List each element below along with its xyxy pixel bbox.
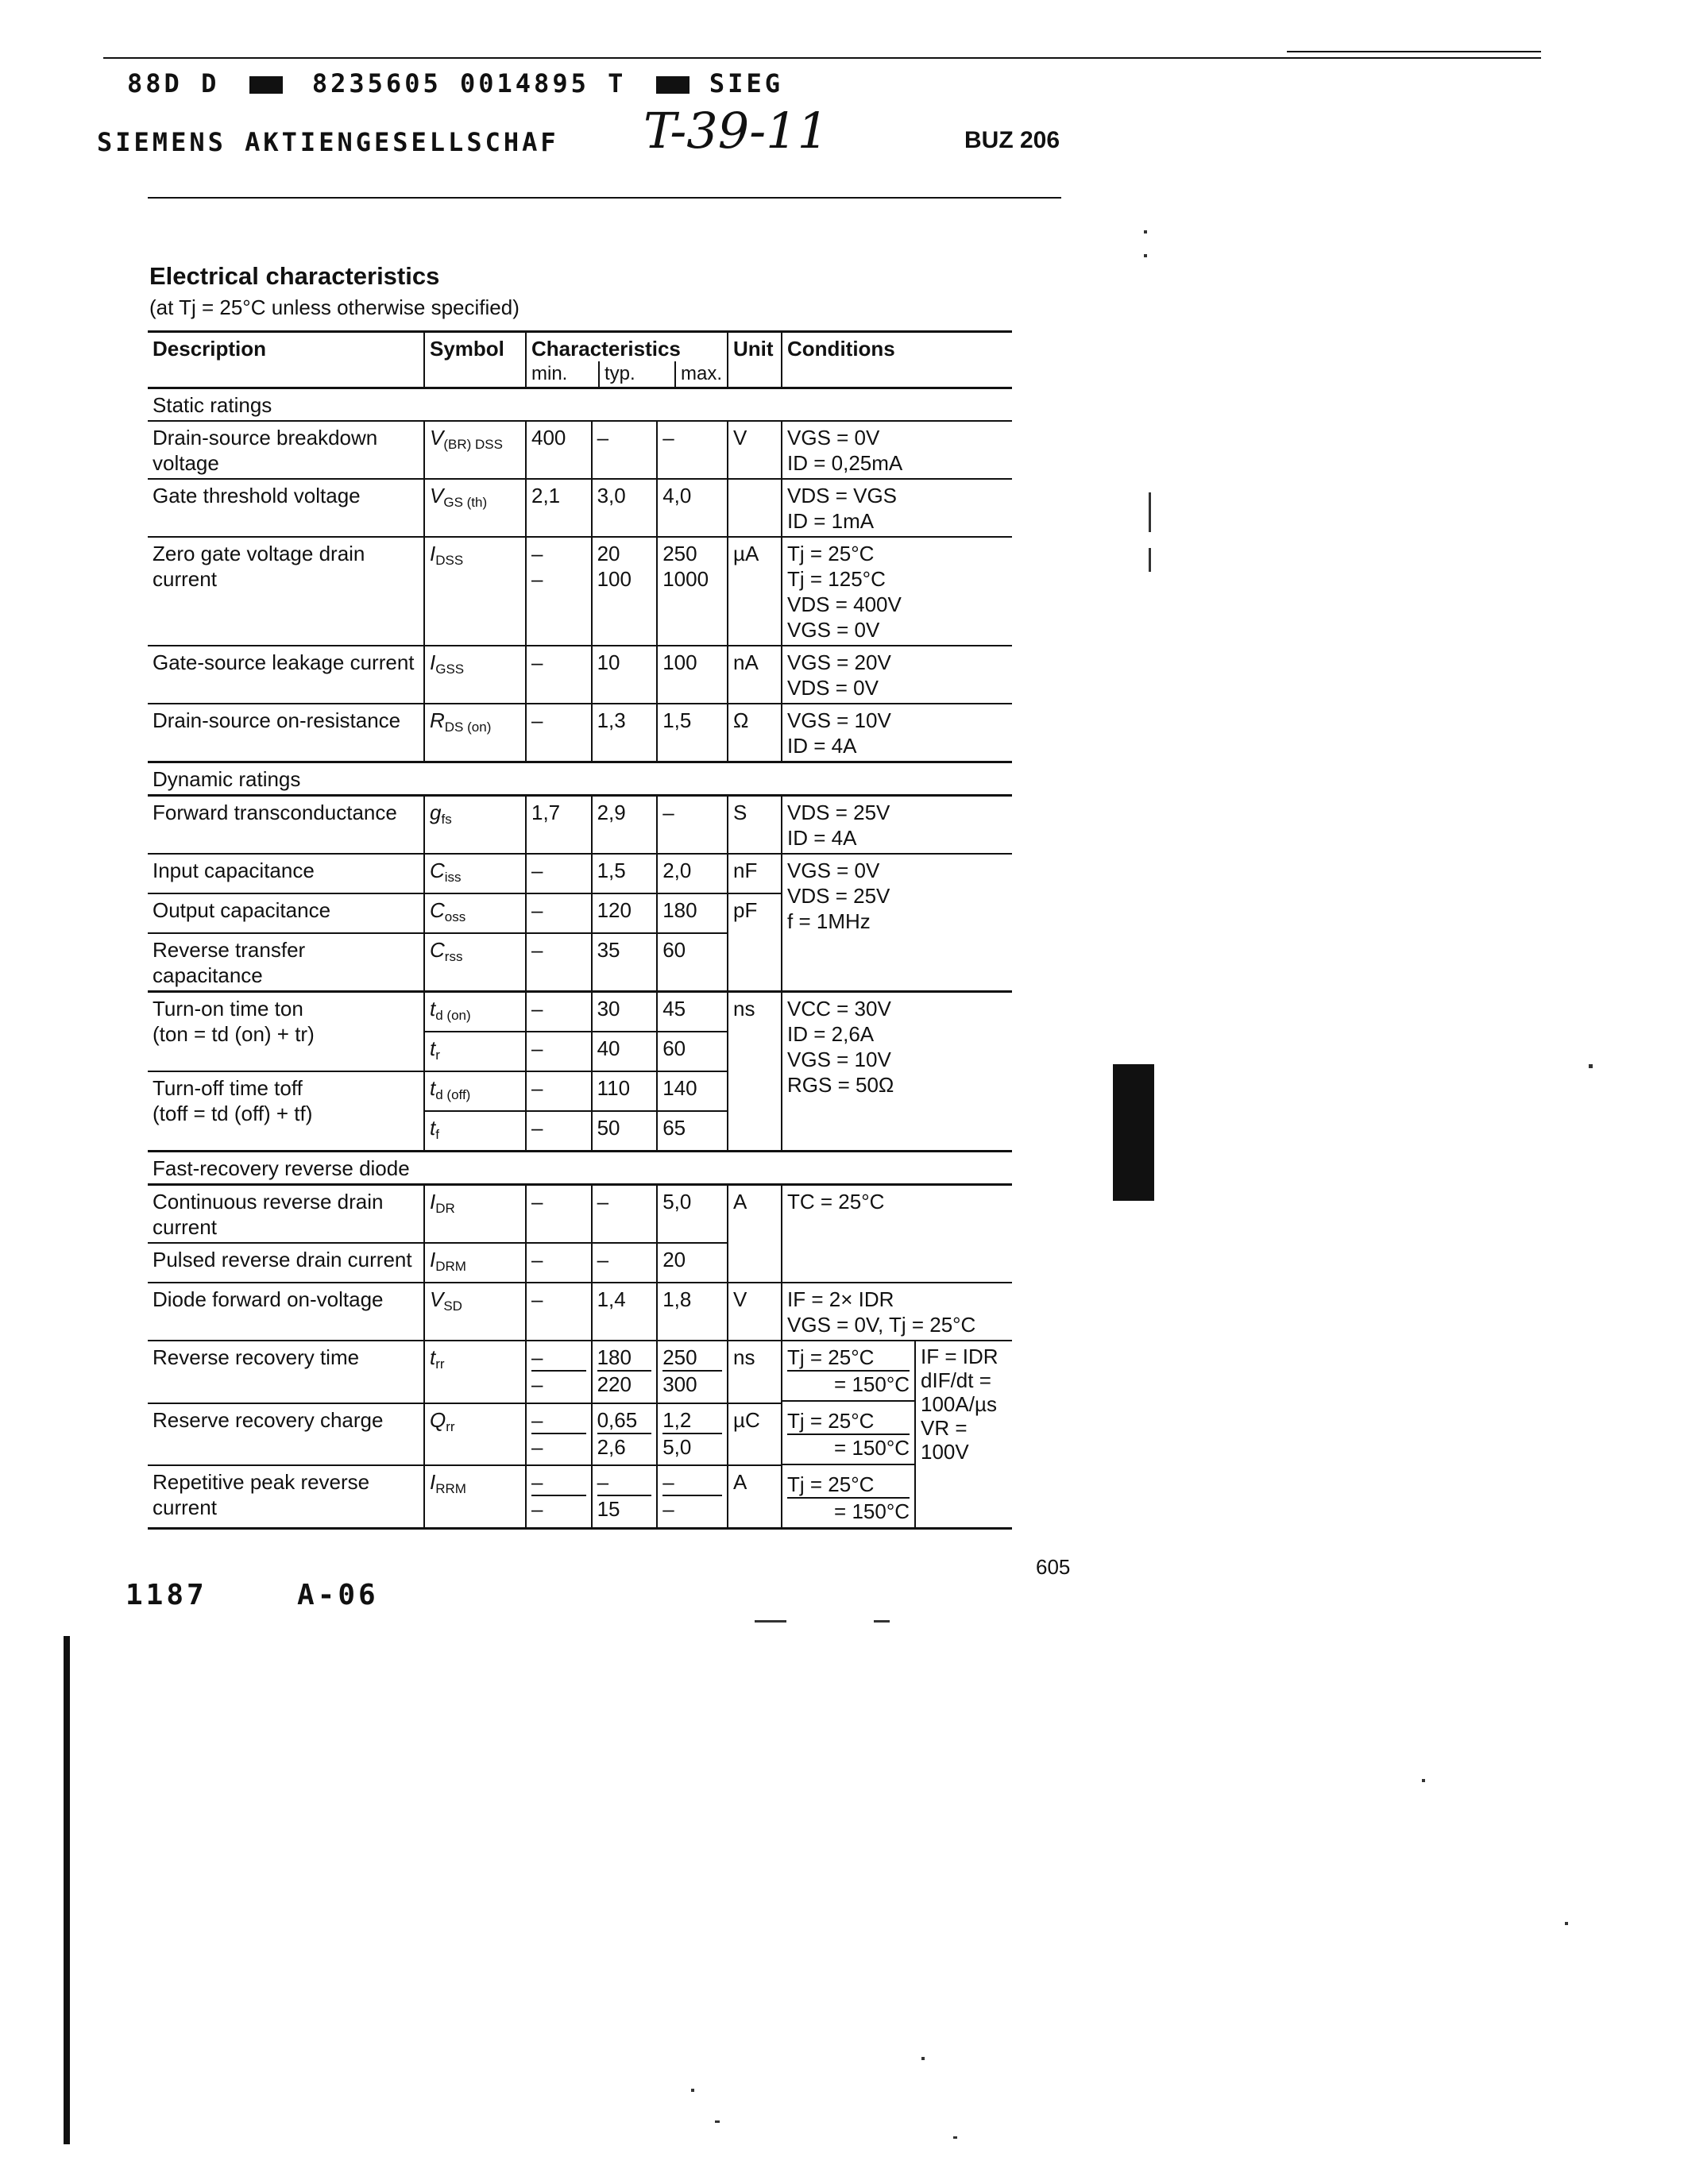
cell-description: Turn-off time toff (toff = td (off) + tf): [153, 1076, 313, 1125]
cell-description: Drain-source breakdown voltage: [153, 426, 378, 475]
cell-typ: 40: [592, 1032, 658, 1071]
cell-unit: µA: [728, 537, 782, 646]
scan-speck: [691, 2089, 694, 2092]
scan-edge-bar: [64, 1636, 70, 2144]
cell-typ: 0,65 2,6: [592, 1403, 658, 1466]
cell-min: –: [526, 1243, 592, 1283]
cell-max: –: [657, 421, 728, 479]
cell-unit: V: [728, 1283, 782, 1341]
cell-conditions: TC = 25°C: [782, 1185, 1012, 1283]
cell-max: 5,0: [657, 1185, 728, 1244]
cell-typ: –: [592, 1185, 658, 1244]
scan-speck: [1149, 492, 1151, 532]
cell-max: 1,5: [657, 704, 728, 762]
cell-symbol: $I_{DR}$: [424, 1185, 526, 1244]
scan-speck: [874, 1620, 890, 1623]
cell-unit: V: [728, 421, 782, 479]
cell-unit: A: [728, 1465, 782, 1528]
table-row: [148, 1185, 1012, 1244]
cell-max: 250 1000: [657, 537, 728, 646]
cell-description: Pulsed reverse drain current: [153, 1248, 412, 1271]
cell-max: 140: [657, 1071, 728, 1111]
cell-description: Input capacitance: [153, 859, 315, 882]
code-segment: 8235605 0014895 T: [311, 68, 627, 98]
cell-max: 1,2 5,0: [657, 1403, 728, 1466]
cell-min: – –: [526, 1403, 592, 1466]
cell-conditions: VDS = 25V ID = 4A: [782, 796, 1012, 855]
cell-conditions: Tj = 25°C = 150°C Tj = 25°C = 150°C Tj = 25°C = 150°C IF = IDR dIF/dt = 100A/µs VR = 100V: [782, 1341, 1012, 1529]
header-max: max.: [674, 361, 722, 387]
redaction-block: [656, 76, 689, 94]
scan-speck: [1144, 230, 1147, 233]
cell-typ: 120: [592, 893, 658, 933]
cell-symbol: $C_{oss}$: [424, 893, 526, 933]
scan-speck: [1144, 254, 1147, 257]
cell-typ: 35: [592, 933, 658, 992]
cell-symbol: $t_{rr}$: [424, 1341, 526, 1403]
cell-min: – –: [526, 537, 592, 646]
cell-typ: 10: [592, 646, 658, 704]
cell-max: 60: [657, 1032, 728, 1071]
part-number: BUZ 206: [964, 127, 1060, 153]
scan-speck: [953, 2136, 957, 2139]
cell-min: –: [526, 704, 592, 762]
scan-code-line: [127, 68, 783, 98]
cell-max: 250 300: [657, 1341, 728, 1403]
table-row: [148, 479, 1012, 537]
group-row: [148, 1152, 1012, 1185]
header-characteristics: [526, 332, 728, 388]
cell-description: Turn-on time ton (ton = td (on) + tr): [153, 997, 315, 1046]
cell-min: – –: [526, 1465, 592, 1528]
cell-max: 60: [657, 933, 728, 992]
cell-description: Reserve recovery charge: [153, 1407, 384, 1432]
cell-min: –: [526, 1185, 592, 1244]
section-subtitle: (at Tj = 25°C unless otherwise specified): [149, 295, 520, 319]
scan-speck: [1422, 1779, 1425, 1782]
scan-top-rule: [103, 57, 1541, 59]
cell-description: Reverse recovery time: [153, 1345, 360, 1369]
header-symbol: Symbol: [424, 332, 526, 388]
cell-max: 2,0: [657, 854, 728, 893]
cell-unit: A: [728, 1185, 782, 1283]
cell-min: 2,1: [526, 479, 592, 537]
group-dynamic: Dynamic ratings: [153, 767, 301, 791]
cell-unit: Ω: [728, 704, 782, 762]
cell-unit: S: [728, 796, 782, 855]
page-number: 605: [1036, 1555, 1071, 1579]
cell-description: Continuous reverse drain current: [153, 1190, 384, 1239]
cell-max: –: [657, 796, 728, 855]
cell-description: Drain-source on-resistance: [153, 708, 401, 732]
scan-top-rule-2: [1287, 51, 1541, 52]
cell-symbol: $Q_{rr}$: [424, 1403, 526, 1466]
cell-min: –: [526, 893, 592, 933]
characteristics-label: Characteristics: [531, 337, 681, 361]
cell-symbol: $t_{d (on)}$: [424, 992, 526, 1032]
code-segment: SIEG: [709, 68, 783, 98]
table-row: [148, 646, 1012, 704]
cell-symbol: $V_{SD}$: [424, 1283, 526, 1341]
section-thumb-tab: [1113, 1064, 1154, 1201]
cell-typ: 50: [592, 1111, 658, 1152]
table-row: [148, 537, 1012, 646]
header-description: Description: [153, 337, 267, 361]
cell-conditions: VGS = 20V VDS = 0V: [782, 646, 1012, 704]
scan-speck: [755, 1620, 786, 1623]
scan-speck: [1149, 548, 1151, 572]
cell-symbol: $t_{d (off)}$: [424, 1071, 526, 1111]
cell-description: Forward transconductance: [153, 801, 397, 824]
cell-symbol: $I_{RRM}$: [424, 1465, 526, 1528]
company-name: SIEMENS AKTIENGESELLSCHAF: [97, 127, 559, 157]
cell-typ: 180 220: [592, 1341, 658, 1403]
header-unit: Unit: [728, 332, 782, 388]
footer-code: 1187: [126, 1579, 207, 1611]
redaction-block: [249, 76, 283, 94]
cell-max: 100: [657, 646, 728, 704]
cell-symbol: $I_{DSS}$: [424, 537, 526, 646]
cell-typ: 1,3: [592, 704, 658, 762]
cell-min: 1,7: [526, 796, 592, 855]
cell-symbol: $t_r$: [424, 1032, 526, 1071]
cell-typ: –: [592, 421, 658, 479]
electrical-characteristics-table: [148, 330, 1012, 1530]
group-diode: Fast-recovery reverse diode: [153, 1156, 410, 1180]
cell-unit: nF: [728, 854, 782, 893]
cell-min: 400: [526, 421, 592, 479]
table-row: [148, 1283, 1012, 1341]
cell-min: –: [526, 854, 592, 893]
cell-symbol: $C_{rss}$: [424, 933, 526, 992]
cell-conditions: VGS = 0V ID = 0,25mA: [782, 421, 1012, 479]
cell-unit: ns: [728, 992, 782, 1152]
cell-min: –: [526, 1283, 592, 1341]
cell-description: Reverse transfer capacitance: [153, 938, 306, 987]
table-row: [148, 854, 1012, 893]
cell-unit: nA: [728, 646, 782, 704]
cell-unit: µC: [728, 1403, 782, 1466]
section-title: Electrical characteristics: [149, 262, 440, 290]
scan-speck: [715, 2120, 720, 2123]
cell-min: –: [526, 1071, 592, 1111]
cell-description: Diode forward on-voltage: [153, 1287, 384, 1311]
footer-code-2: A-06: [297, 1579, 379, 1611]
table-header-row: [148, 332, 1012, 388]
cell-max: – –: [657, 1465, 728, 1528]
code-segment: 88D D: [127, 68, 220, 98]
cell-symbol: $R_{DS (on)}$: [424, 704, 526, 762]
cell-typ: 1,4: [592, 1283, 658, 1341]
cell-typ: 3,0: [592, 479, 658, 537]
cell-max: 20: [657, 1243, 728, 1283]
cell-symbol: $g_{fs}$: [424, 796, 526, 855]
cell-symbol: $I_{GSS}$: [424, 646, 526, 704]
group-row: [148, 762, 1012, 796]
cell-min: –: [526, 933, 592, 992]
cell-typ: 1,5: [592, 854, 658, 893]
table-row: [148, 421, 1012, 479]
header-min: min.: [531, 363, 568, 384]
scan-speck: [1589, 1064, 1593, 1068]
cell-max: 180: [657, 893, 728, 933]
cell-description: Gate-source leakage current: [153, 650, 415, 674]
cell-unit: pF: [728, 893, 782, 992]
table-row: [148, 796, 1012, 855]
cell-conditions: Tj = 25°C Tj = 125°C VDS = 400V VGS = 0V: [782, 537, 1012, 646]
cell-typ: – 15: [592, 1465, 658, 1528]
group-row: [148, 388, 1012, 422]
cell-max: 65: [657, 1111, 728, 1152]
cell-typ: –: [592, 1243, 658, 1283]
cell-description: Repetitive peak reverse current: [153, 1470, 370, 1520]
table-row: [148, 992, 1012, 1032]
cell-description: Gate threshold voltage: [153, 484, 361, 507]
cell-symbol: $V_{(BR) DSS}$: [424, 421, 526, 479]
table-row: [148, 1341, 1012, 1403]
cell-symbol: $C_{iss}$: [424, 854, 526, 893]
cell-typ: 2,9: [592, 796, 658, 855]
cell-symbol: $t_f$: [424, 1111, 526, 1152]
cell-min: –: [526, 1111, 592, 1152]
cell-max: 45: [657, 992, 728, 1032]
cell-typ: 110: [592, 1071, 658, 1111]
cell-min: –: [526, 992, 592, 1032]
scan-speck: [921, 2057, 925, 2060]
cell-max: 1,8: [657, 1283, 728, 1341]
cell-max: 4,0: [657, 479, 728, 537]
table-row: [148, 704, 1012, 762]
cell-conditions: VDS = VGS ID = 1mA: [782, 479, 1012, 537]
cell-description: Zero gate voltage drain current: [153, 542, 365, 591]
group-static: Static ratings: [153, 393, 272, 417]
cell-typ: 20 100: [592, 537, 658, 646]
header-typ: typ.: [598, 361, 674, 387]
cell-symbol: $I_{DRM}$: [424, 1243, 526, 1283]
cell-symbol: $V_{GS (th)}$: [424, 479, 526, 537]
cell-typ: 30: [592, 992, 658, 1032]
cell-unit: [728, 479, 782, 537]
scan-speck: [1565, 1922, 1568, 1925]
cell-conditions: VGS = 0V VDS = 25V f = 1MHz: [782, 854, 1012, 992]
cell-description: Output capacitance: [153, 898, 331, 922]
cell-min: –: [526, 646, 592, 704]
header-conditions: Conditions: [782, 332, 1012, 388]
cell-conditions: IF = 2× IDR VGS = 0V, Tj = 25°C: [782, 1283, 1012, 1341]
cell-conditions: VCC = 30V ID = 2,6A VGS = 10V RGS = 50Ω: [782, 992, 1012, 1152]
header-rule: [148, 197, 1061, 199]
cell-min: – –: [526, 1341, 592, 1403]
handwritten-reference: T-39-11: [643, 102, 829, 160]
cell-conditions: VGS = 10V ID = 4A: [782, 704, 1012, 762]
cell-unit: ns: [728, 1341, 782, 1403]
cell-min: –: [526, 1032, 592, 1071]
